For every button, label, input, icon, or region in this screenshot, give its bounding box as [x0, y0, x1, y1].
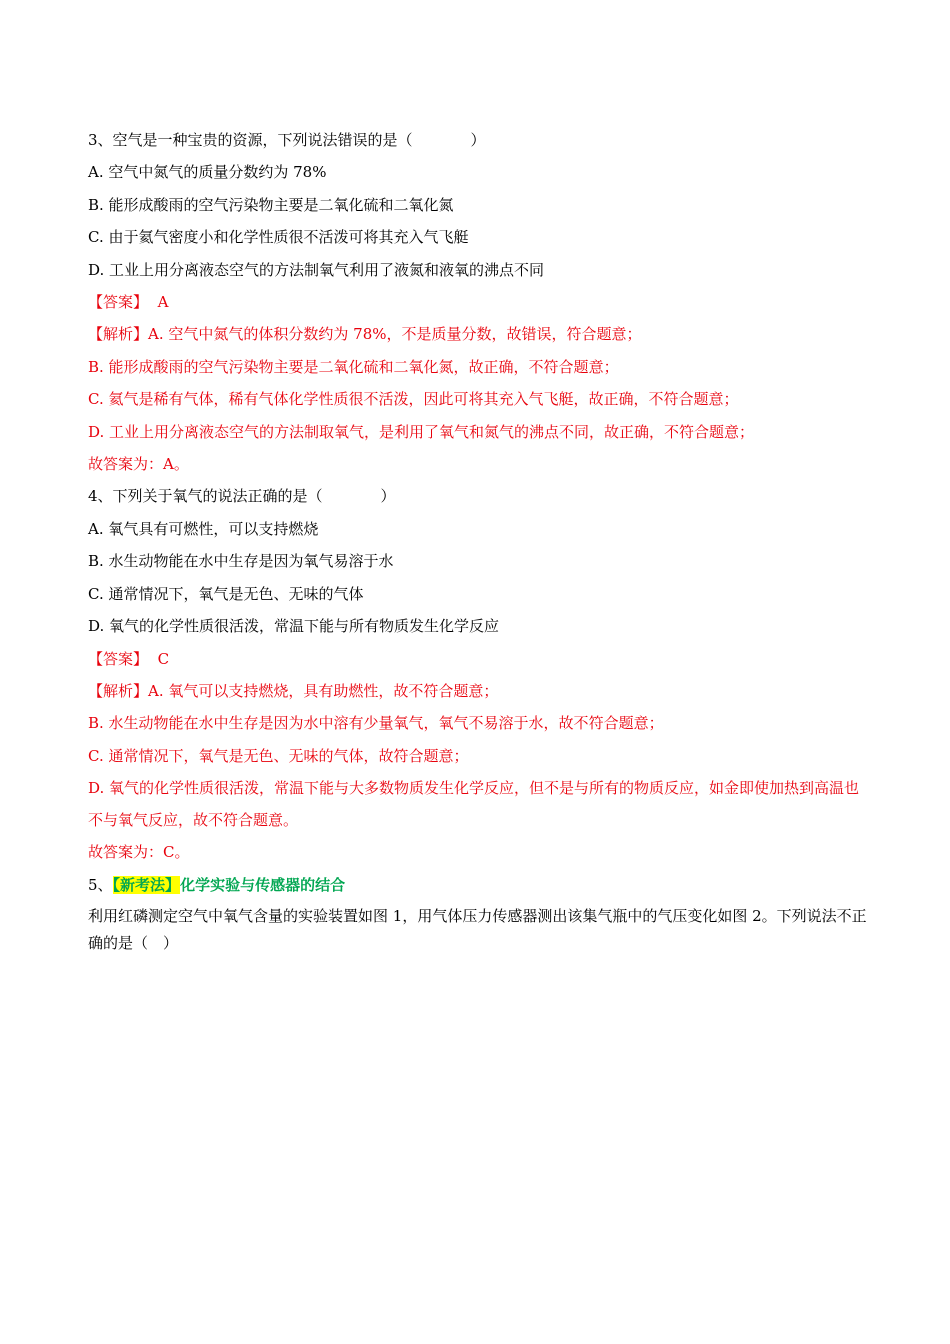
q3-analysis-b: B. 能形成酸雨的空气污染物主要是二氧化硫和二氧化氮，故正确，不符合题意； [88, 357, 619, 376]
q4-stem-close: ） [380, 487, 396, 506]
q4-stem [88, 480, 868, 512]
q3-answer-tag: 【答案】 [88, 293, 149, 312]
q4-answer [88, 643, 868, 675]
q3-option-b: B. 能形成酸雨的空气污染物主要是二氧化硫和二氧化氮 [88, 195, 454, 214]
q4-answer-tag: 【答案】 [88, 649, 149, 668]
q4-analysis-tag: 【解析】 [88, 681, 149, 700]
q5-heading [88, 869, 868, 901]
q4-stem-text: 4、下列关于氧气的说法正确的是（ [88, 487, 323, 506]
q4-analysis-a-text: A. 氧气可以支持燃烧，具有助燃性，故不符合题意； [148, 681, 499, 700]
q5-new-tag: 【新考法】 [112, 875, 181, 894]
q3-stem-close: ） [470, 131, 486, 149]
q4-analysis-a [88, 675, 868, 707]
q3-option-a: A. 空气中氮气的质量分数约为 78% [88, 163, 327, 182]
q3-stem-text: 3、空气是一种宝贵的资源，下列说法错误的是（ [88, 131, 413, 149]
q3-answer [88, 286, 868, 318]
q5-title: 化学实验与传感器的结合 [180, 875, 346, 894]
q3-option-d: D. 工业上用分离液态空气的方法制氧气利用了液氮和液氧的沸点不同 [88, 260, 545, 279]
q4-option-a: A. 氧气具有可燃性，可以支持燃烧 [88, 519, 319, 538]
document-page [88, 124, 868, 957]
q4-option-b: B. 水生动物能在水中生存是因为氧气易溶于水 [88, 552, 394, 571]
q4-answer-value: C [157, 649, 170, 668]
q4-conclusion: 故答案为：C。 [88, 843, 190, 862]
q3-stem [88, 124, 868, 156]
q3-analysis-c: C. 氦气是稀有气体，稀有气体化学性质很不活泼，因此可将其充入气飞艇，故正确，不符合题意； [88, 390, 739, 409]
q3-analysis-a [88, 318, 868, 350]
q4-option-d: D. 氧气的化学性质很活泼，常温下能与所有物质发生化学反应 [88, 617, 500, 636]
q4-option-c: C. 通常情况下，氧气是无色、无味的气体 [88, 584, 364, 603]
q3-analysis-a-text: A. 空气中氮气的体积分数约为 78%，不是质量分数，故错误，符合题意； [148, 325, 642, 344]
q3-analysis-d: D. 工业上用分离液态空气的方法制取氧气，是利用了氧气和氮气的沸点不同，故正确，不符合题意； [88, 422, 755, 441]
q3-analysis-tag: 【解析】 [88, 325, 149, 344]
q4-analysis-d: D. 氧气的化学性质很活泼，常温下能与大多数物质发生化学反应，但不是与所有的物质反应，如金即使加热到高温也不与氧气反应，故不符合题意。 [88, 779, 860, 830]
q3-conclusion: 故答案为：A。 [88, 455, 189, 474]
q5-stem: 利用红磷测定空气中氧气含量的实验装置如图 1，用气体压力传感器测出该集气瓶中的气压变化如图 2。下列说法不正确的是（ ） [88, 906, 867, 952]
q4-analysis-c: C. 通常情况下，氧气是无色、无味的气体，故符合题意； [88, 746, 469, 765]
q3-answer-value: A [157, 293, 169, 312]
q3-option-c: C. 由于氦气密度小和化学性质很不活泼可将其充入气飞艇 [88, 228, 469, 247]
q5-number: 5、 [88, 875, 113, 894]
q4-analysis-b: B. 水生动物能在水中生存是因为水中溶有少量氧气，氧气不易溶于水，故不符合题意； [88, 714, 664, 733]
